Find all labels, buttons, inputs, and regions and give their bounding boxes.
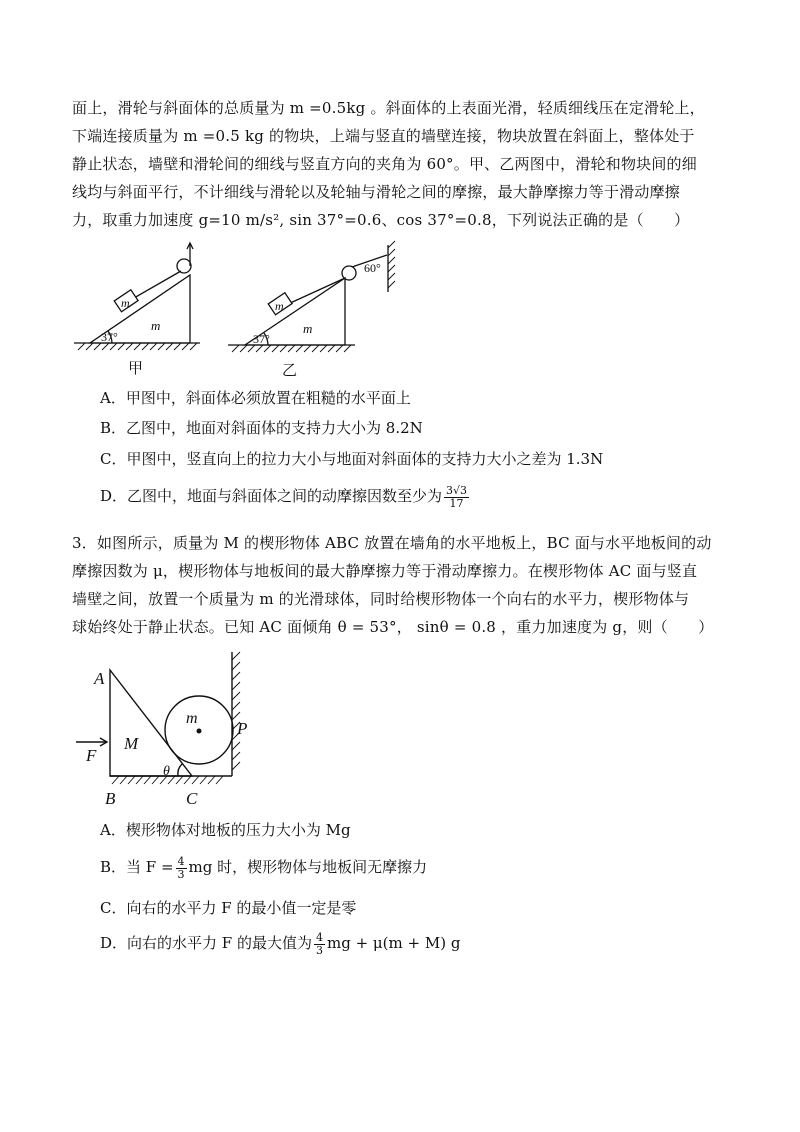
label-c: C <box>186 789 198 808</box>
q2-option-b: B．乙图中，地面对斜面体的支持力大小为 8.2N <box>100 419 423 437</box>
q2-option-d-denominator: 17 <box>449 496 464 510</box>
label-a: A <box>94 669 105 688</box>
q3-option-b-prefix: B．当 F = <box>100 858 174 876</box>
label-ball-m: m <box>186 710 198 727</box>
block-label-yi: m <box>275 299 284 313</box>
body-label-yi: m <box>303 321 313 336</box>
figure-jia <box>74 243 200 350</box>
wedge-abc <box>110 670 192 776</box>
q3-option-b-suffix: mg 时，楔形物体与地板间无摩擦力 <box>188 858 428 876</box>
wall-angle-label-yi: 60° <box>364 261 381 275</box>
q3-option-b-fraction <box>176 856 187 881</box>
q2-option-d-fraction <box>444 485 469 510</box>
q3-option-d-denominator: 3 <box>315 943 323 957</box>
angle-label-yi: 37° <box>253 332 270 346</box>
q2-option-d-text: D．乙图中，地面与斜面体之间的动摩擦因数至少为 <box>100 487 443 505</box>
q2-figures <box>0 235 800 385</box>
label-theta: θ <box>163 764 170 779</box>
q3-option-b <box>100 855 427 881</box>
q3-option-d <box>100 931 460 957</box>
q2-option-a: A．甲图中，斜面体必须放置在粗糙的水平面上 <box>100 389 411 407</box>
q2-stem-line-4: 线均与斜面平行，不计细线与滑轮以及轮轴与滑轮之间的摩擦，最大静摩擦力等于滑动摩擦 <box>72 183 681 201</box>
angle-label-jia: 37° <box>101 330 118 344</box>
label-force-f: F <box>86 746 97 765</box>
q3-option-d-numerator: 4 <box>315 930 323 944</box>
block-label-jia: m <box>121 296 130 310</box>
label-b: B <box>105 789 116 808</box>
q2-stem-line-3: 静止状态，墙壁和滑轮间的细线与竖直方向的夹角为 60°。甲、乙两图中，滑轮和物块间的细 <box>72 155 697 173</box>
q3-stem-line-2: 摩擦因数为 μ，楔形物体与地板间的最大静摩擦力等于滑动摩擦力。在楔形物体 AC 面与竖直 <box>72 562 698 580</box>
pulley-jia <box>177 259 191 273</box>
label-p: P <box>237 719 248 738</box>
q3-option-d-suffix: mg + μ(m + M) g <box>326 934 461 952</box>
q2-stem-line-5: 力，取重力加速度 g=10 m/s², sin 37°=0.6、cos 37°=0.8，下列说法正确的是（ ） <box>72 211 690 229</box>
q3-option-b-denominator: 3 <box>177 867 185 881</box>
q3-option-d-prefix: D．向右的水平力 F 的最大值为 <box>100 934 312 952</box>
caption-yi: 乙 <box>282 363 298 379</box>
q2-option-c: C．甲图中，竖直向上的拉力大小与地面对斜面体的支持力大小之差为 1.3N <box>100 450 604 468</box>
ball-center <box>197 729 202 734</box>
q2-stem-line-2: 下端连接质量为 m =0.5 kg 的物块，上端与竖直的墙壁连接，物块放置在斜面上，整体处于 <box>72 127 695 145</box>
q3-option-a: A．楔形物体对地板的压力大小为 Mg <box>100 821 351 839</box>
q3-stem-line-3: 墙壁之间，放置一个质量为 m 的光滑球体，同时给楔形物体一个向右的水平力，楔形物体与 <box>72 590 690 608</box>
q2-stem-line-1: 面上，滑轮与斜面体的总质量为 m =0.5kg 。斜面体的上表面光滑，轻质细线压在定滑轮上， <box>72 99 705 117</box>
body-label-jia: m <box>151 318 161 333</box>
q3-stem-line-1: 3．如图所示，质量为 M 的楔形物体 ABC 放置在墙角的水平地板上，BC 面与水平地板间的动 <box>72 534 712 552</box>
q2-option-d-numerator: 3√3 <box>446 483 468 497</box>
q2-option-d <box>100 484 471 510</box>
q3-stem-line-4: 球始终处于静止状态。已知 AC 面倾角 θ = 53°， sinθ = 0.8 ，重力加速度为 g，则（ ） <box>72 618 714 636</box>
label-wedge-m: M <box>124 734 139 753</box>
q3-option-c: C．向右的水平力 F 的最小值一定是零 <box>100 899 357 917</box>
q3-figure <box>0 640 800 815</box>
q3-option-d-fraction <box>314 932 325 957</box>
caption-jia: 甲 <box>128 361 144 377</box>
q3-option-b-numerator: 4 <box>177 854 185 868</box>
q2-stem <box>72 94 732 234</box>
q3-stem <box>72 529 732 641</box>
